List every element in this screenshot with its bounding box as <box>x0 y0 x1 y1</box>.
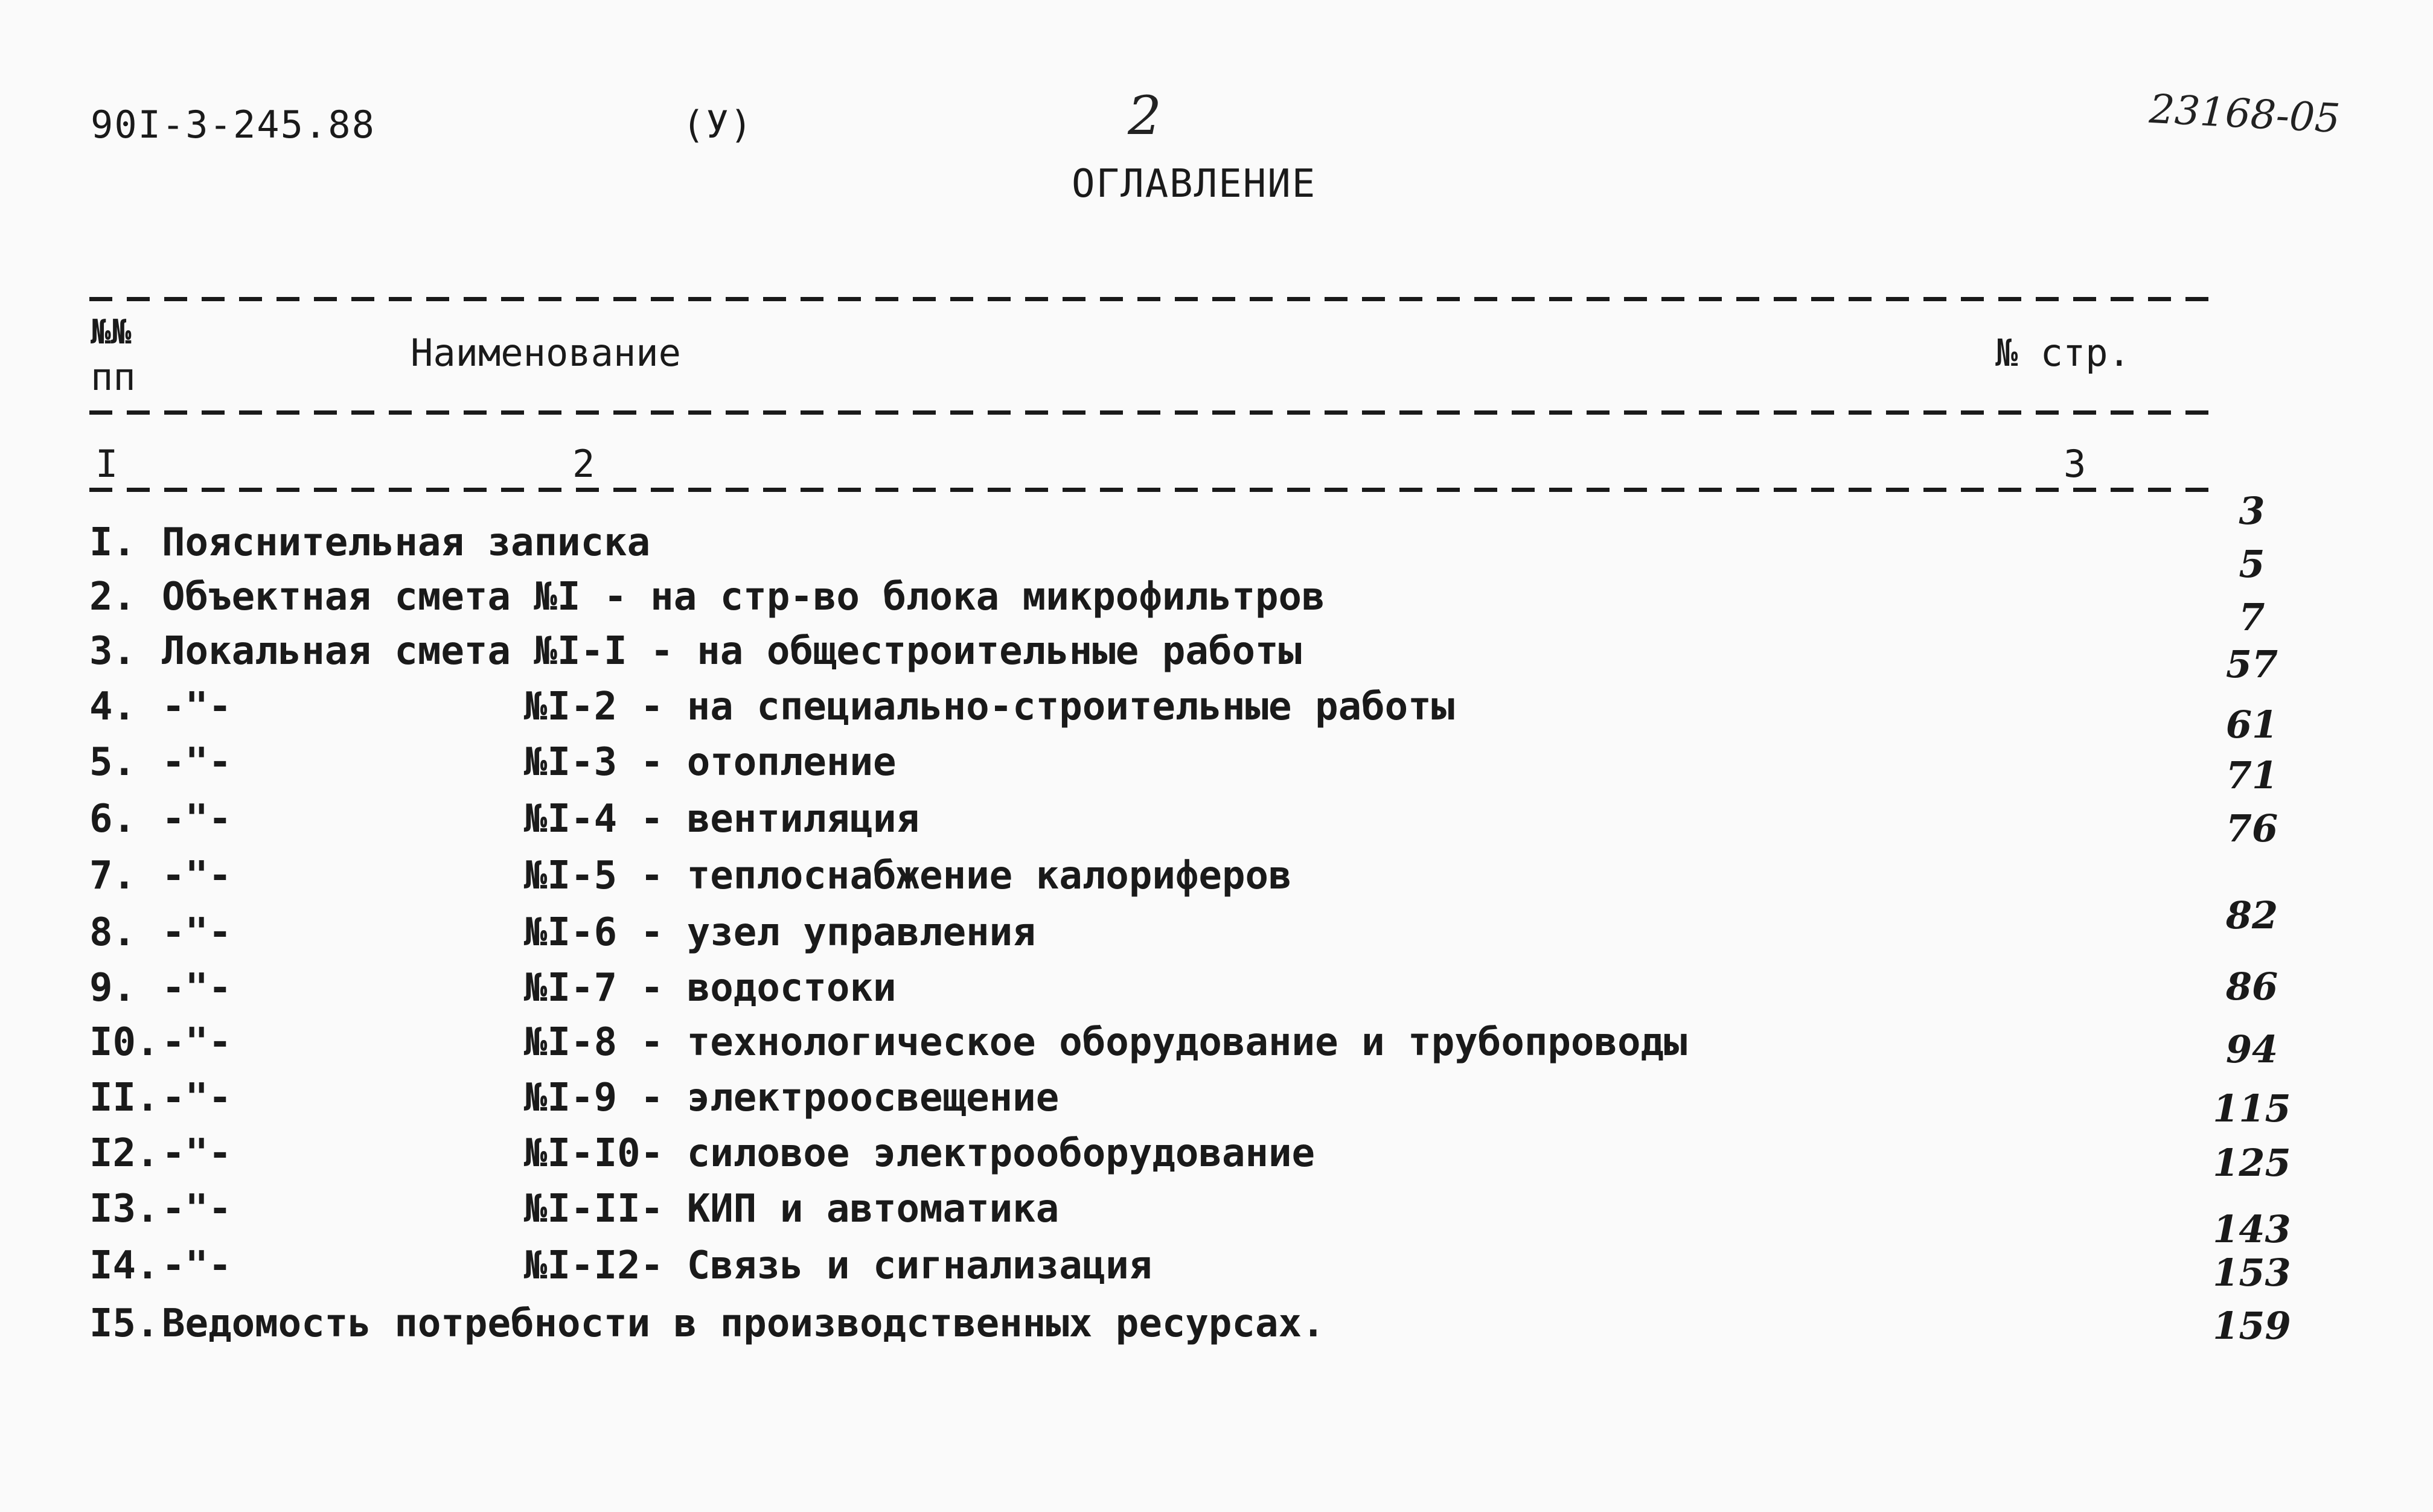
page-ref: 159 <box>2213 1304 2291 1348</box>
entry-number: 9. <box>89 966 136 1010</box>
entry-title: №I-3 - отопление <box>524 740 897 785</box>
page-ref: 7 <box>2239 595 2265 639</box>
ditto-mark: -"- <box>162 1187 232 1231</box>
column-index-1: I <box>95 442 118 486</box>
document-marker: (У) <box>682 103 753 147</box>
page-ref: 143 <box>2213 1207 2291 1251</box>
ditto-mark: -"- <box>162 1131 232 1176</box>
entry-title: №I-I2- Связь и сигнализация <box>524 1243 1153 1288</box>
handwritten-page-number: 2 <box>1128 85 1162 147</box>
entry-number: 3. <box>89 629 136 674</box>
index-rule <box>89 488 2208 492</box>
entry-title: Локальная смета №I-I - на общестроительные работы <box>162 629 1302 674</box>
table-top-rule <box>89 297 2208 301</box>
column-number-label: №№ <box>91 313 132 352</box>
page-title: ОГЛАВЛЕНИЕ <box>1072 162 1317 206</box>
ditto-mark: -"- <box>162 740 232 785</box>
column-number-label-2: пп <box>91 355 136 399</box>
entry-number: I4. <box>89 1243 159 1288</box>
entry-title: №I-2 - на специально-строительные работы <box>524 684 1455 729</box>
ditto-mark: -"- <box>162 1243 232 1288</box>
page-ref: 82 <box>2225 893 2278 937</box>
entry-title: Пояснительная записка <box>162 520 651 565</box>
page-ref: 76 <box>2225 806 2278 850</box>
entry-number: 5. <box>89 740 136 785</box>
entry-title: №I-5 - теплоснабжение калориферов <box>524 853 1292 898</box>
entry-title: №I-8 - технологическое оборудование и трубопроводы <box>524 1020 1687 1065</box>
entry-number: 4. <box>89 684 136 729</box>
ditto-mark: -"- <box>162 1076 232 1120</box>
page-ref: 71 <box>2225 753 2278 797</box>
column-page-header: № стр. <box>1995 331 2131 375</box>
ditto-mark: -"- <box>162 684 232 729</box>
entry-number: I3. <box>89 1187 159 1231</box>
entry-title: №I-9 - электроосвещение <box>524 1076 1060 1120</box>
entry-number: I. <box>89 520 136 565</box>
page-ref: 94 <box>2225 1027 2278 1071</box>
entry-number: 8. <box>89 910 136 955</box>
entry-title: №I-4 - вентиляция <box>524 797 920 841</box>
entry-number: I0. <box>89 1020 159 1065</box>
entry-title: Ведомость потребности в производственных ресурсах. <box>162 1301 1325 1346</box>
inventory-stamp: 23168-05 <box>2148 85 2342 142</box>
header-rule <box>89 410 2208 415</box>
entry-number: 7. <box>89 853 136 898</box>
ditto-mark: -"- <box>162 1020 232 1065</box>
column-index-3: 3 <box>2064 442 2086 486</box>
page-ref: 3 <box>2239 489 2265 533</box>
entry-number: 6. <box>89 797 136 841</box>
entry-number: II. <box>89 1076 159 1120</box>
entry-title: №I-6 - узел управления <box>524 910 1036 955</box>
ditto-mark: -"- <box>162 853 232 898</box>
column-index-2: 2 <box>572 442 595 486</box>
entry-title: №I-II- КИП и автоматика <box>524 1187 1060 1231</box>
page-ref: 153 <box>2213 1251 2291 1295</box>
entry-title: Объектная смета №I - на стр-во блока микрофильтров <box>162 575 1325 619</box>
page-ref: 5 <box>2239 542 2265 586</box>
entry-number: I5. <box>89 1301 159 1346</box>
entry-title: №I-I0- силовое электрооборудование <box>524 1131 1316 1176</box>
page-ref: 115 <box>2213 1086 2291 1131</box>
page-ref: 57 <box>2225 642 2278 686</box>
ditto-mark: -"- <box>162 966 232 1010</box>
page-ref: 86 <box>2225 965 2278 1009</box>
document-code: 90I-3-245.88 <box>91 103 376 147</box>
ditto-mark: -"- <box>162 797 232 841</box>
page-ref: 125 <box>2213 1141 2291 1185</box>
ditto-mark: -"- <box>162 910 232 955</box>
entry-number: I2. <box>89 1131 159 1176</box>
column-name-header: Наименование <box>411 331 681 375</box>
page-ref: 61 <box>2225 703 2278 747</box>
entry-number: 2. <box>89 575 136 619</box>
entry-title: №I-7 - водостоки <box>524 966 897 1010</box>
